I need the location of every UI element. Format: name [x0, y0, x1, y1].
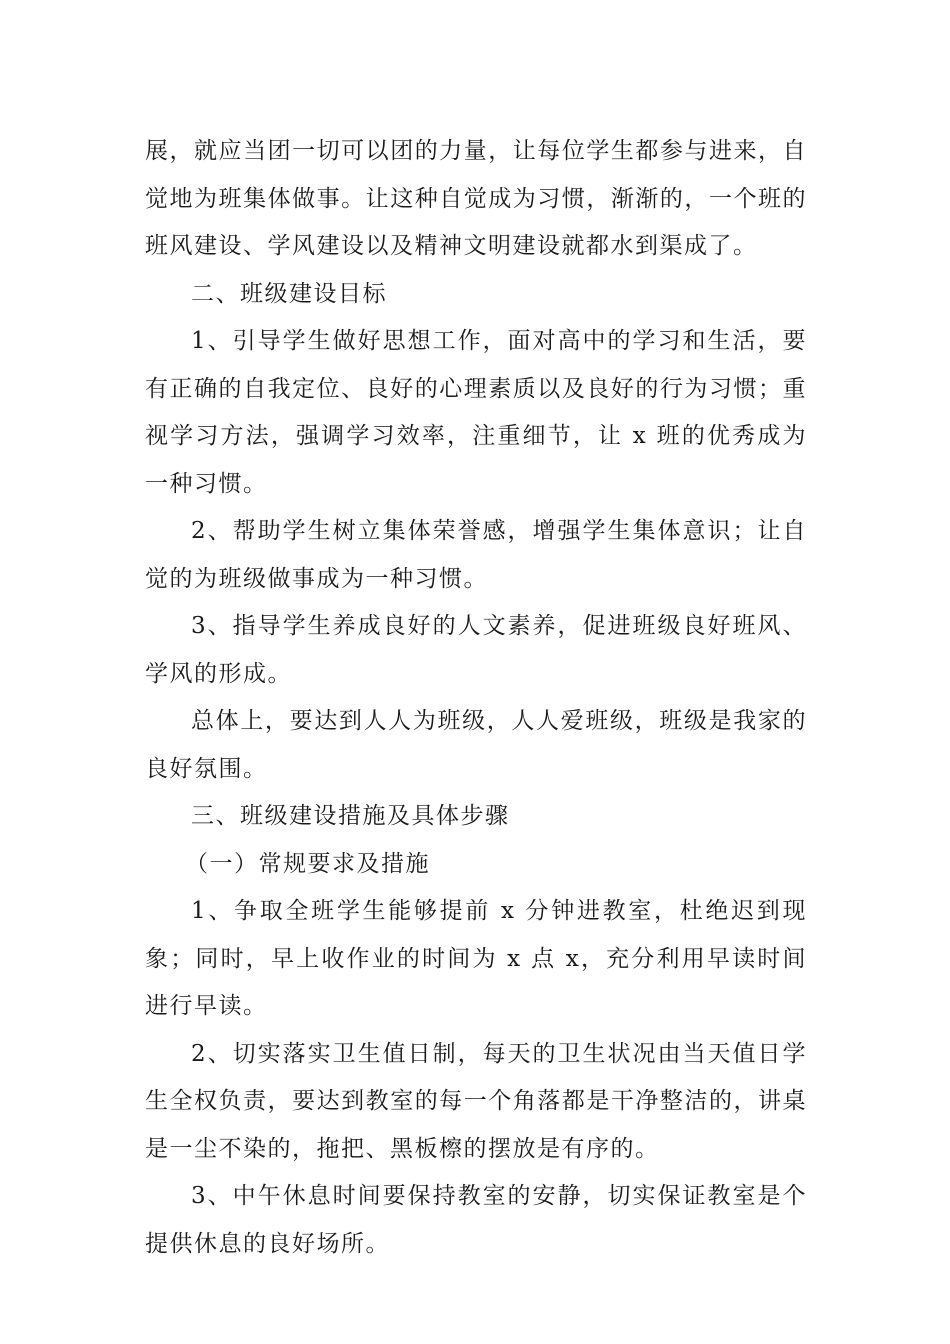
- goal-item-3: 3、指导学生养成良好的人文素养，促进班级良好班风、学风的形成。: [145, 613, 807, 687]
- measure-item-2: 2、切实落实卫生值日制，每天的卫生状况由当天值日学生全权负责，要达到教室的每一个角落都是干净整洁的，讲桌是一尘不染的，拖把、黑板檫的摆放是有序的。: [145, 1040, 807, 1162]
- document-body: [145, 128, 807, 1268]
- measure-item-1: 1、争取全班学生能够提前 x 分钟进教室，杜绝迟到现象；同时，早上收作业的时间为 x 点 x，充分利用早读时间进行早读。: [145, 898, 807, 1019]
- section-heading-measures: 三、班级建设措施及具体步骤: [191, 803, 510, 829]
- goal-summary: 总体上，要达到人人为班级，人人爱班级，班级是我家的良好氛围。: [145, 708, 807, 782]
- subsection-heading-routine: （一）常规要求及措施: [185, 850, 430, 877]
- paragraph-continuation: 展，就应当团一切可以团的力量，让每位学生都参与进来，自觉地为班集体做事。让这种自觉成为习惯，渐渐的，一个班的班风建设、学风建设以及精神文明建设就都水到渠成了。: [145, 138, 807, 259]
- section-heading-goals: 二、班级建设目标: [191, 280, 387, 307]
- goal-item-2: 2、帮助学生树立集体荣誉感，增强学生集体意识；让自觉的为班级做事成为一种习惯。: [145, 518, 807, 592]
- measure-item-3: 3、中午休息时间要保持教室的安静，切实保证教室是个提供休息的良好场所。: [145, 1183, 807, 1257]
- goal-item-1: 1、引导学生做好思想工作，面对高中的学习和生活，要有正确的自我定位、良好的心理素质以及良好的行为习惯；重视学习方法，强调学习效率，注重细节，让 x 班的优秀成为一种习惯。: [145, 328, 807, 497]
